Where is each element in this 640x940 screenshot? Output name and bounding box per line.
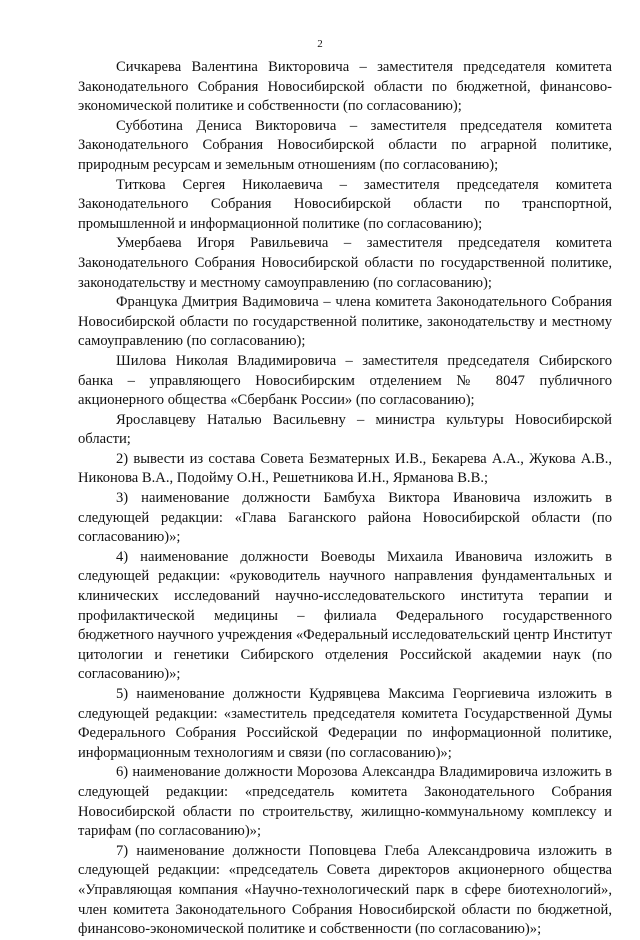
paragraph-item-3: 3) наименование должности Бамбуха Виктора Ивановича изложить в следующей редакции: «Глава Баганского района Новосибирской области (по согласованию)»; <box>78 490 612 546</box>
paragraph-subbotin: Субботина Дениса Викторовича – заместителя председателя комитета Законодательного Собрания Новосибирской области по аграрной политике, природным ресурсам и земельным отношениям (по согласованию); <box>78 117 612 173</box>
paragraph-shilov: Шилова Николая Владимировича – заместителя председателя Сибирского банка – управляющего Новосибирским отделением № 8047 публичного акционерного общества «Сбербанк России» (по согласованию); <box>78 352 612 409</box>
page-number: 2 <box>317 38 323 50</box>
paragraph-sichkarev: Сичкарева Валентина Викторовича – заместителя председателя комитета Законодательного Собрания Новосибирской области по бюджетной, финансово-экономической политике и собственности (по согласованию); <box>78 59 612 115</box>
paragraph-item-2: 2) вывести из состава Совета Безматерных И.В., Бекарева А.А., Жукова А.В., Никонова В.А., Подойму О.Н., Решетникова И.Н., Ярманова В.В.; <box>78 450 612 487</box>
paragraph-item-7: 7) наименование должности Поповцева Глеба Александровича изложить в следующей редакции: «председатель Совета директоров акционерного общества «Управляющая компания «Научно-технологический парк в сфере биотехнологий», член комитета Законодательного Собрания Новосибирской области по бюджетной, финансово-экономической политике и собственности (по согласованию)»; <box>78 842 612 938</box>
paragraph-titkov: Титкова Сергея Николаевича – заместителя председателя комитета Законодательного Собрания Новосибирской области по транспортной, промышленной и информационной политике (по согласованию); <box>78 176 612 232</box>
paragraph-item-4: 4) наименование должности Воеводы Михаила Ивановича изложить в следующей редакции: «руководитель научного направления фундаментальных и клинических исследований научно-исследовательского института терапии и профилактической медицины – филиала Федерального государственного бюджетного научного учреждения «Федеральный исследовательский центр Институт цитологии и генетики Сибирского отделения Российской академии наук (по согласованию)»; <box>78 548 612 683</box>
paragraph-frantsuk: Францука Дмитрия Вадимовича – члена комитета Законодательного Собрания Новосибирской области по государственной политике, законодательству и местному самоуправлению (по согласованию); <box>78 294 612 350</box>
paragraph-item-6: 6) наименование должности Морозова Александра Владимировича изложить в следующей редакции: «председатель комитета Законодательного Собрания Новосибирской области по строительству, жилищно-коммунальному комплексу и тарифам (по согласованию)»; <box>78 764 612 840</box>
paragraph-item-5: 5) наименование должности Кудрявцева Максима Георгиевича изложить в следующей редакции: «заместитель председателя комитета Государственной Думы Федерального Собрания Российской Федерации по информационной политике, информационным технологиям и связи (по согласованию)»; <box>78 686 612 761</box>
document-body <box>78 58 612 940</box>
paragraph-yaroslavtseva: Ярославцеву Наталью Васильевну – министра культуры Новосибирской области; <box>78 411 612 448</box>
paragraph-umerbaev: Умербаева Игоря Равильевича – заместителя председателя комитета Законодательного Собрания Новосибирской области по государственной политике, законодательству и местному самоуправлению (по согласованию); <box>78 235 612 291</box>
